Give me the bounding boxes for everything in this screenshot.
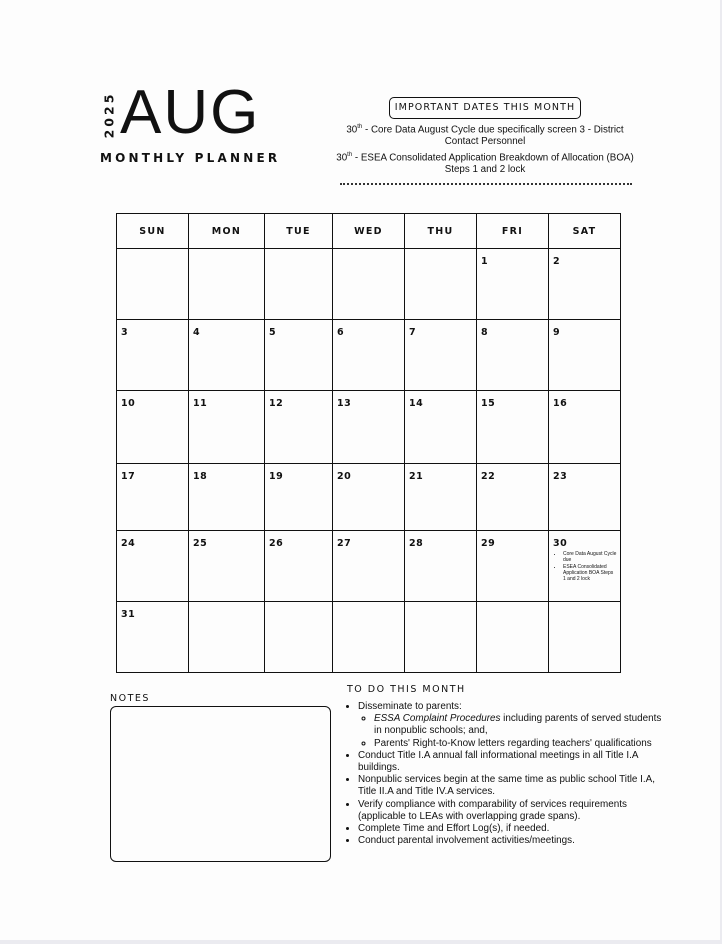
calendar-day-cell[interactable]: [549, 531, 621, 602]
calendar-day-cell[interactable]: [117, 602, 189, 673]
weekday-header: THU: [405, 214, 477, 249]
todo-item: • Verify compliance with comparability of services requirements (applicable to LEAs with overlapping grade spans).: [358, 799, 664, 823]
calendar-day-cell[interactable]: [405, 602, 477, 673]
calendar-week-row: [117, 320, 621, 391]
dotted-divider: [340, 183, 632, 185]
day-number: 3: [121, 327, 129, 338]
calendar-day-cell[interactable]: [477, 531, 549, 602]
day-number: 28: [409, 538, 424, 549]
day-number: 2: [553, 256, 561, 267]
calendar-day-cell[interactable]: [189, 464, 265, 531]
calendar-day-cell[interactable]: [189, 320, 265, 391]
calendar-day-cell[interactable]: [549, 602, 621, 673]
day-number: 24: [121, 538, 136, 549]
calendar-day-cell[interactable]: [549, 391, 621, 464]
calendar-day-cell[interactable]: [189, 602, 265, 673]
day-number: 25: [193, 538, 208, 549]
day-note-item: • Core Data August Cycle due: [563, 551, 617, 564]
calendar-day-cell[interactable]: [549, 464, 621, 531]
day-number: 16: [553, 398, 568, 409]
todo-item: • Disseminate to parents: ◦ ESSA Complaint Procedures including parents of served students in nonpublic schools; and, ◦ Parents' Right-to-Know letters regarding teachers' qualifications: [358, 701, 664, 750]
important-dates-title: IMPORTANT DATES THIS MONTH: [389, 97, 581, 119]
day-number: 22: [481, 471, 496, 482]
day-number: 14: [409, 398, 424, 409]
calendar-day-cell[interactable]: [265, 531, 333, 602]
weekday-header: WED: [333, 214, 405, 249]
calendar-day-cell[interactable]: [477, 249, 549, 320]
calendar-day-cell[interactable]: [405, 320, 477, 391]
day-number: 19: [269, 471, 284, 482]
year-label: 2025: [101, 91, 117, 139]
todo-subitem: ◦ Parents' Right-to-Know letters regarding teachers' qualifications: [374, 738, 664, 750]
calendar-day-cell[interactable]: [333, 391, 405, 464]
day-number: 10: [121, 398, 136, 409]
day-number: 8: [481, 327, 489, 338]
day-number: 17: [121, 471, 136, 482]
calendar-day-cell[interactable]: [333, 249, 405, 320]
calendar-day-cell[interactable]: [333, 602, 405, 673]
day-number: 4: [193, 327, 201, 338]
day-number: 20: [337, 471, 352, 482]
calendar-week-row: [117, 531, 621, 602]
todo-item: • Conduct parental involvement activities/meetings.: [358, 835, 664, 847]
weekday-header: TUE: [265, 214, 333, 249]
weekday-header: MON: [189, 214, 265, 249]
calendar-week-row: [117, 249, 621, 320]
calendar-day-cell[interactable]: [117, 464, 189, 531]
calendar-day-cell[interactable]: [265, 320, 333, 391]
calendar-day-cell[interactable]: [265, 391, 333, 464]
calendar-day-cell[interactable]: [477, 602, 549, 673]
todo-subitem: ◦ ESSA Complaint Procedures including parents of served students in nonpublic schools; and,: [374, 713, 664, 737]
day-number: 5: [269, 327, 277, 338]
calendar-day-cell[interactable]: [117, 320, 189, 391]
calendar-day-cell[interactable]: [189, 249, 265, 320]
calendar-day-cell[interactable]: [117, 531, 189, 602]
day-number: 7: [409, 327, 417, 338]
calendar-day-cell[interactable]: [265, 249, 333, 320]
day-number: 13: [337, 398, 352, 409]
day-number: 11: [193, 398, 208, 409]
todo-item: • Complete Time and Effort Log(s), if needed.: [358, 823, 664, 835]
calendar-day-cell[interactable]: [477, 464, 549, 531]
day-number: 15: [481, 398, 496, 409]
calendar-day-cell[interactable]: [405, 531, 477, 602]
weekday-header: SAT: [549, 214, 621, 249]
todo-item: • Nonpublic services begin at the same time as public school Title I.A, Title II.A and Title IV.A services.: [358, 774, 664, 798]
day-note-item: • ESEA Consolidated Application BOA Steps 1 and 2 lock: [563, 564, 617, 583]
day-number: 1: [481, 256, 489, 267]
todo-label: TO DO THIS MONTH: [347, 684, 466, 695]
day-number: 18: [193, 471, 208, 482]
day-number: 6: [337, 327, 345, 338]
calendar-day-cell[interactable]: [117, 391, 189, 464]
calendar-day-cell[interactable]: [265, 602, 333, 673]
calendar-day-cell[interactable]: [333, 464, 405, 531]
day-number: 26: [269, 538, 284, 549]
day-notes: [555, 551, 617, 582]
todo-item: • Conduct Title I.A annual fall informational meetings in all Title I.A buildings.: [358, 750, 664, 774]
weekday-header-row: [117, 214, 621, 249]
calendar-week-row: [117, 602, 621, 673]
day-number: 9: [553, 327, 561, 338]
weekday-header: FRI: [477, 214, 549, 249]
month-title: AUG: [120, 78, 261, 147]
day-number: 23: [553, 471, 568, 482]
calendar-day-cell[interactable]: [477, 320, 549, 391]
calendar-day-cell[interactable]: [549, 320, 621, 391]
calendar-day-cell[interactable]: [333, 320, 405, 391]
day-number: 31: [121, 609, 136, 620]
day-number: 21: [409, 471, 424, 482]
calendar-week-row: [117, 391, 621, 464]
day-number: 27: [337, 538, 352, 549]
todo-list: [344, 701, 664, 847]
calendar-day-cell[interactable]: [405, 464, 477, 531]
calendar-day-cell[interactable]: [333, 531, 405, 602]
calendar-day-cell[interactable]: [117, 249, 189, 320]
notes-label: NOTES: [110, 693, 150, 704]
calendar-day-cell[interactable]: [405, 391, 477, 464]
calendar-day-cell[interactable]: [549, 249, 621, 320]
important-dates-list: [330, 121, 640, 176]
calendar-day-cell[interactable]: [189, 531, 265, 602]
calendar-day-cell[interactable]: [477, 391, 549, 464]
day-number: 30: [553, 538, 568, 549]
calendar-day-cell[interactable]: [405, 249, 477, 320]
important-date-item: 30th - Core Data August Cycle due specifically screen 3 - District Contact Personnel: [346, 124, 624, 148]
calendar-grid: [116, 213, 621, 673]
calendar-day-cell[interactable]: [265, 464, 333, 531]
calendar-week-row: [117, 464, 621, 531]
day-number: 12: [269, 398, 284, 409]
weekday-header: SUN: [117, 214, 189, 249]
notes-box[interactable]: [110, 706, 331, 862]
calendar-day-cell[interactable]: [189, 391, 265, 464]
planner-subtitle: MONTHLY PLANNER: [100, 151, 281, 165]
important-date-item: 30th - ESEA Consolidated Application Breakdown of Allocation (BOA) Steps 1 and 2 lock: [336, 151, 634, 176]
day-number: 29: [481, 538, 496, 549]
